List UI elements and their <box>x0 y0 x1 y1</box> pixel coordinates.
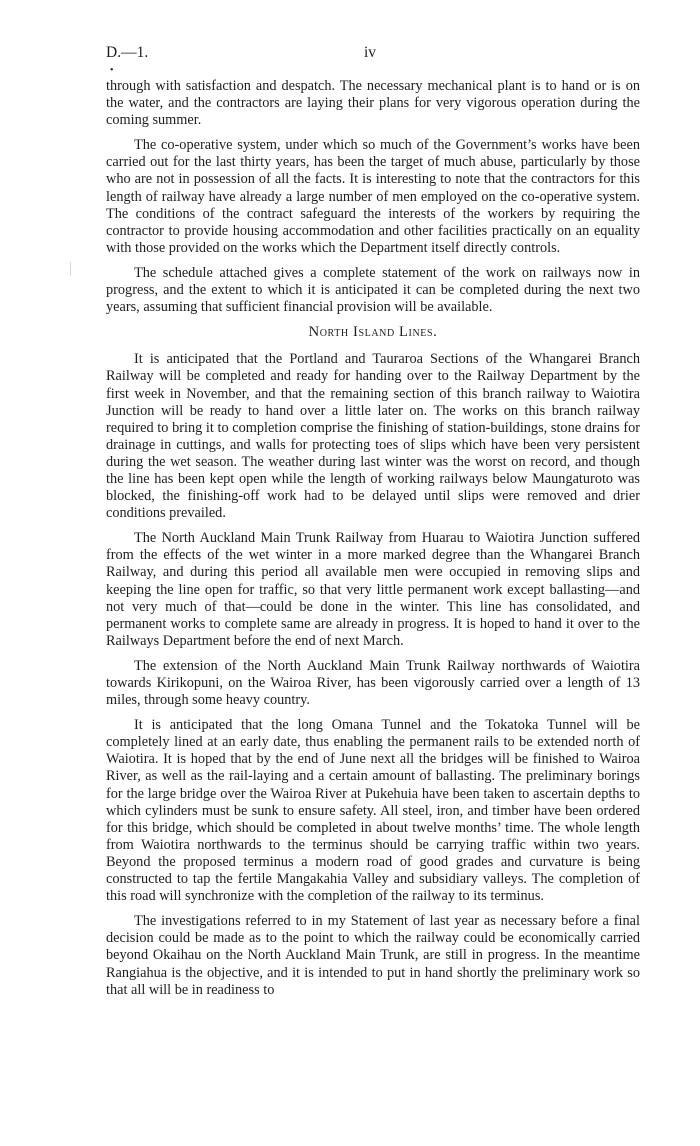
paragraph-extension: The extension of the North Auckland Main Trunk Railway northwards of Waiotira towards Kirikopuni, on the Wairoa River, has been vigorously carried over a length of 13 miles, through some heavy country. <box>106 657 640 709</box>
document-body <box>106 78 640 1007</box>
paragraph-whangarei-branch: It is anticipated that the Portland and Tauraroa Sections of the Whangarei Branch Railway will be completed and ready for handing over to the Railway Department by the first week in November, and that the remaining section of this branch railway to Waiotira Junction will be ready to hand over a little later on. The works on this branch railway required to bring it to completion comprise the finishing of station-buildings, stone drains for drainage in cuttings, and walls for protecting toes of slips which have been very persistent during the wet season. The weather during last winter was the worst on record, and though the line has been kept open while the length of working railways below Maungaturoto was blocked, the finishing-off work had to be delayed until slips were removed and drier conditions prevailed. <box>106 351 640 522</box>
paragraph-schedule: The schedule attached gives a complete statement of the work on railways now in progress, and the extent to which it is anticipated it can be completed during the next two years, assuming that sufficient financial provision will be available. <box>106 264 640 316</box>
section-heading: North Island Lines. <box>308 324 438 341</box>
paragraph-investigations: The investigations referred to in my Statement of last year as necessary before a final decision could be made as to the point to which the railway could be economically carried beyond Okaihau on the North Auckland Main Trunk, are still in progress. In the meantime Rangiahua is the objective, and it is intended to put in hand shortly the preliminary work so that all will be in readiness to <box>106 913 640 998</box>
paragraph-co-operative: The co-operative system, under which so much of the Government’s works have been carried out for the last thirty years, has been the target of much abuse, particularly by those who are not in possession of all the facts. It is interesting to note that the contractors for this length of railway have already a large number of men employed on the co-operative system. The conditions of the contract safeguard the interests of the workers by requiring the contractor to provide housing accommodation and other facilities practically on an equality with those provided on the works which the Department itself directly controls. <box>106 137 640 256</box>
paragraph-tunnels: It is anticipated that the long Omana Tunnel and the Tokatoka Tunnel will be completely lined at an early date, thus enabling the permanent rails to be extended north of Waiotira. It is hoped that by the end of June next all the bridges will be finished to Wairoa River, as well as the rail-laying and a certain amount of ballasting. The preliminary borings for the large bridge over the Wairoa River at Pukehuia have been taken to ascertain depths to which cylinders must be sunk to ensure safety. All steel, iron, and timber have been ordered for this bridge, which should be completed in about twelve months’ time. The whole length from Waiotira northwards to the terminus should be carrying traffic within two years. Beyond the proposed terminus a modern road of good grades and curvature is being constructed to tap the fertile Mangakahia Valley and subsidiary valleys. The completion of this road will synchronize with the completion of the railway to its terminus. <box>106 717 640 905</box>
paragraph-continuation: through with satisfaction and despatch. The necessary mechanical plant is to hand or is on the water, and the contractors are laying their plans for very vigorous operation during the coming summer. <box>106 78 640 129</box>
margin-mark <box>70 262 71 276</box>
paragraph-north-auckland-trunk: The North Auckland Main Trunk Railway from Huarau to Waiotira Junction suffered from the effects of the wet winter in a more marked degree than the Whangarei Branch Railway, and during this period all available men were occupied in removing slips and keeping the line open for traffic, so that very little permanent work except ballasting—and not very much of that—could be done in the winter. This line has consolidated, and permanent works to complete same are already in progress. It is hoped to hand it over to the Railways Department before the end of next March. <box>106 530 640 649</box>
document-reference: D.—1. <box>106 44 149 61</box>
page-header <box>106 44 640 76</box>
ink-dot: • <box>110 65 114 76</box>
page-number: iv <box>364 44 377 61</box>
